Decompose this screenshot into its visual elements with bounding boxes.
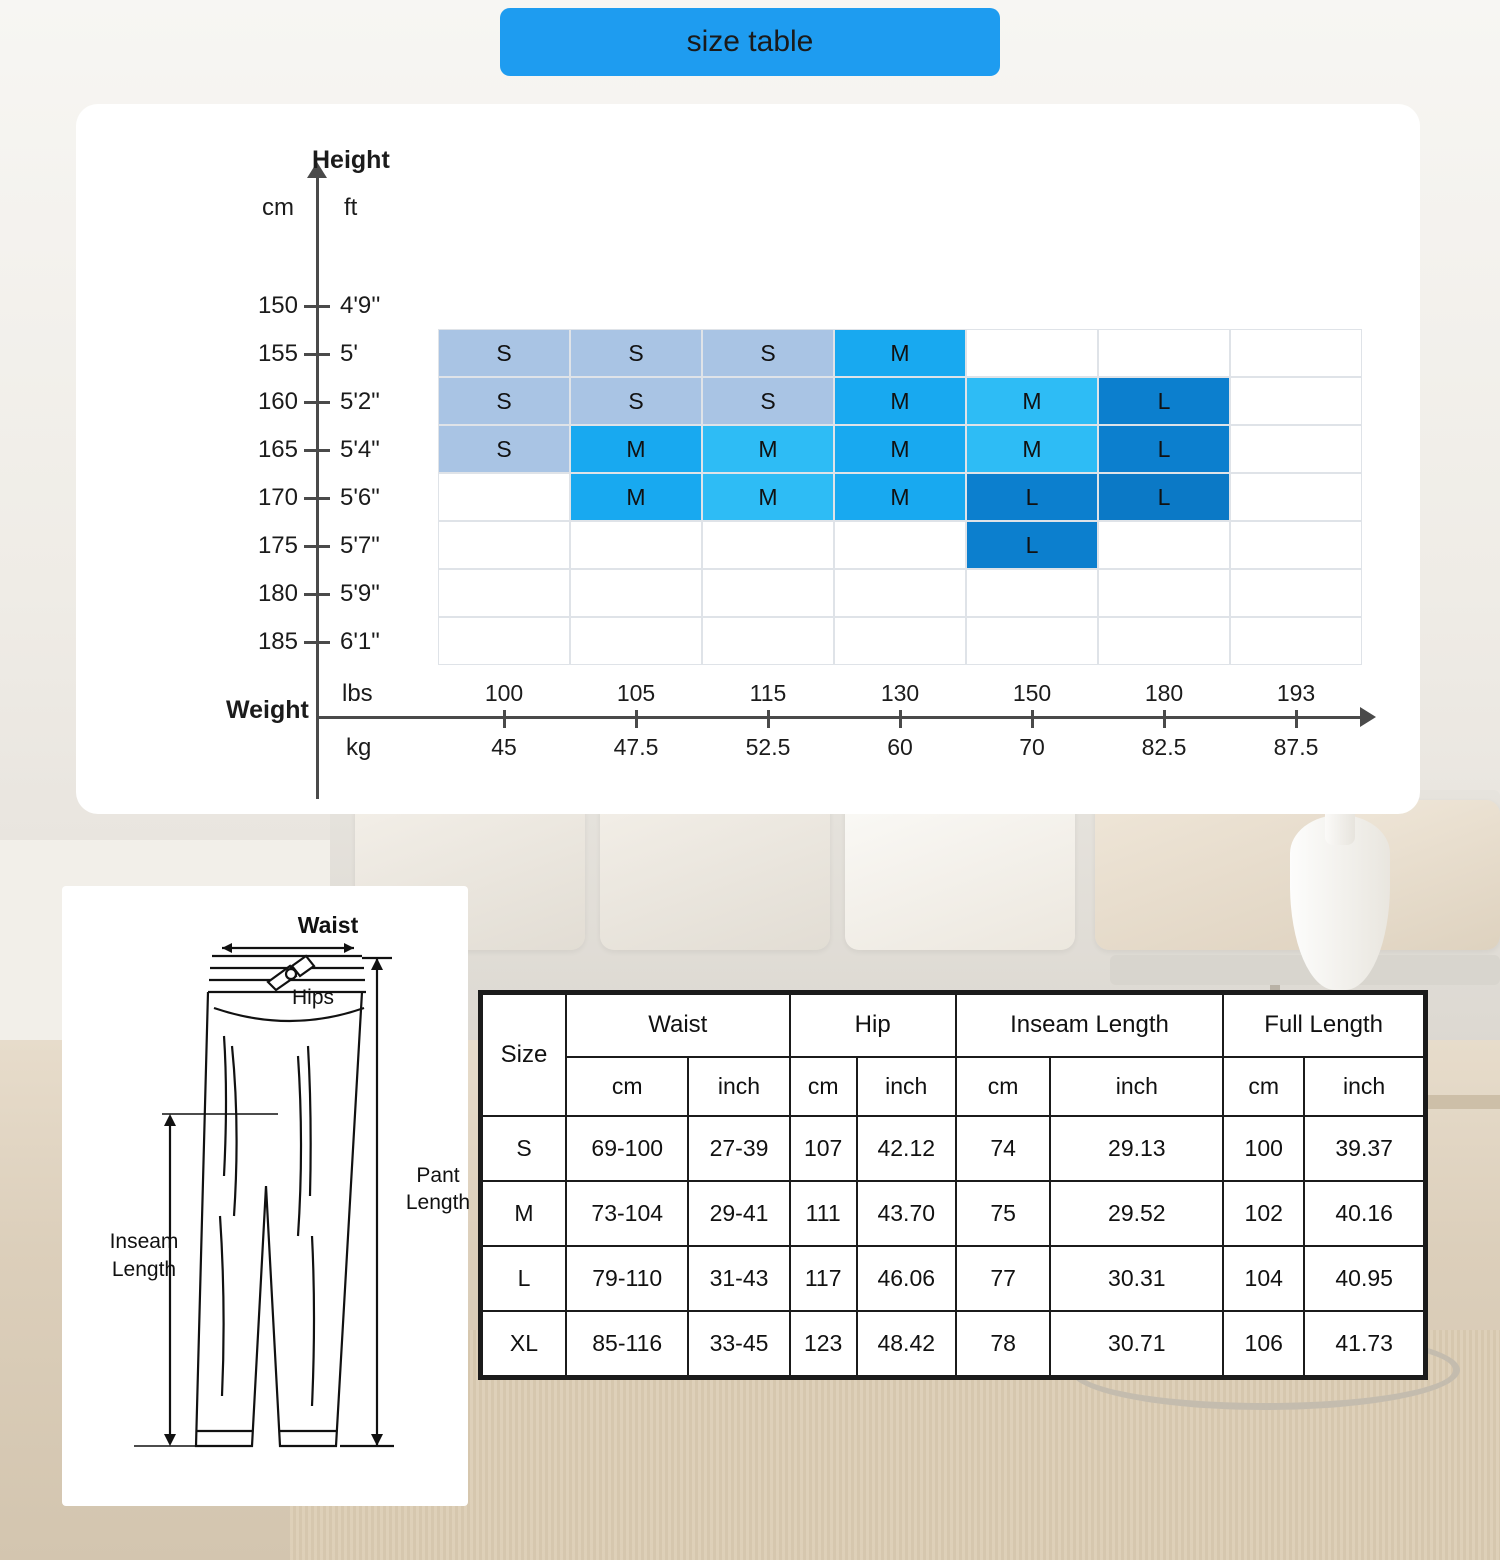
- cell-full-inch: 41.73: [1304, 1311, 1424, 1376]
- cell-waist-inch: 33-45: [688, 1311, 789, 1376]
- header-waist: Waist: [566, 994, 790, 1057]
- heatmap-cell[interactable]: [1230, 617, 1362, 665]
- cell-inseam-cm: 74: [956, 1116, 1051, 1181]
- heatmap-cell[interactable]: [1230, 569, 1362, 617]
- heatmap-cell[interactable]: [1230, 329, 1362, 377]
- header-full-length: Full Length: [1223, 994, 1424, 1057]
- heatmap-cell[interactable]: M: [834, 377, 966, 425]
- height-cm-label: 165: [257, 436, 298, 463]
- header-hip: Hip: [790, 994, 956, 1057]
- heatmap-cell[interactable]: [438, 521, 570, 569]
- height-cm-label: 175: [257, 532, 298, 559]
- cell-inseam-inch: 30.31: [1050, 1246, 1223, 1311]
- weight-tick: [1163, 710, 1166, 728]
- heatmap-cell[interactable]: [834, 617, 966, 665]
- cell-hip-inch: 48.42: [857, 1311, 956, 1376]
- weight-axis-line: [316, 716, 1362, 719]
- header-size: Size: [482, 994, 566, 1116]
- weight-tick: [1295, 710, 1298, 728]
- heatmap-cell[interactable]: [1230, 425, 1362, 473]
- unit-waist-inch: inch: [688, 1057, 789, 1116]
- heatmap-cell[interactable]: S: [570, 377, 702, 425]
- cell-hip-cm: 117: [790, 1246, 857, 1311]
- heatmap-cell[interactable]: [1230, 377, 1362, 425]
- weight-kg-label: 70: [1019, 734, 1045, 760]
- heatmap-cell[interactable]: M: [834, 425, 966, 473]
- cell-full-inch: 40.16: [1304, 1181, 1424, 1246]
- heatmap-cell[interactable]: [438, 473, 570, 521]
- unit-inseam-inch: inch: [1050, 1057, 1223, 1116]
- height-tick: [304, 449, 330, 452]
- inseam-length-label-line1: Inseam: [109, 1230, 179, 1253]
- weight-kg-label: 45: [491, 734, 517, 760]
- height-ft-label: 5'6": [340, 484, 380, 511]
- cell-waist-inch: 27-39: [688, 1116, 789, 1181]
- cushion: [600, 795, 830, 950]
- heatmap-cell[interactable]: [966, 569, 1098, 617]
- cell-inseam-cm: 77: [956, 1246, 1051, 1311]
- measurement-table-card: [478, 990, 1428, 1380]
- height-cm-label: 160: [257, 388, 298, 415]
- height-tick: [304, 497, 330, 500]
- heatmap-cell[interactable]: [966, 617, 1098, 665]
- cell-size: XL: [482, 1311, 566, 1376]
- heatmap-cell[interactable]: S: [438, 377, 570, 425]
- waist-label: Waist: [297, 912, 359, 938]
- height-axis-line: [316, 174, 319, 799]
- table-header-group-row: [482, 994, 1424, 1057]
- heatmap-cell[interactable]: [438, 569, 570, 617]
- cell-hip-inch: 42.12: [857, 1116, 956, 1181]
- heatmap-cell[interactable]: S: [702, 329, 834, 377]
- cell-inseam-cm: 78: [956, 1311, 1051, 1376]
- height-ft-label: 5'2": [340, 388, 380, 415]
- unit-full-cm: cm: [1223, 1057, 1304, 1116]
- cell-size: L: [482, 1246, 566, 1311]
- weight-lbs-label: 193: [1276, 680, 1316, 706]
- weight-lbs-label: 105: [616, 680, 656, 706]
- weight-kg-label: 87.5: [1273, 734, 1319, 760]
- heatmap-cell[interactable]: [1230, 473, 1362, 521]
- heatmap-cell[interactable]: [1098, 521, 1230, 569]
- heatmap-cell[interactable]: [834, 569, 966, 617]
- heatmap-cell[interactable]: L: [966, 473, 1098, 521]
- weight-lbs-label: 130: [880, 680, 920, 706]
- measurement-table: [481, 993, 1425, 1377]
- heatmap-cell[interactable]: M: [966, 377, 1098, 425]
- weight-tick: [899, 710, 902, 728]
- heatmap-cell[interactable]: [966, 329, 1098, 377]
- height-cm-label: 170: [257, 484, 298, 511]
- weight-lbs-label: 180: [1144, 680, 1184, 706]
- heatmap-cell[interactable]: [702, 521, 834, 569]
- height-tick: [304, 593, 330, 596]
- unit-hip-inch: inch: [857, 1057, 956, 1116]
- heatmap-cell[interactable]: L: [1098, 377, 1230, 425]
- height-tick: [304, 401, 330, 404]
- heatmap-cell[interactable]: [702, 617, 834, 665]
- heatmap-cell[interactable]: [834, 521, 966, 569]
- weight-lbs-label: 115: [749, 680, 787, 706]
- heatmap-cell[interactable]: [702, 569, 834, 617]
- cell-full-cm: 100: [1223, 1116, 1304, 1181]
- page-title: size table: [500, 8, 1000, 76]
- height-ft-label: 4'9'': [340, 292, 381, 319]
- pant-length-label-line1: Pant: [416, 1164, 460, 1187]
- weight-kg-label: 47.5: [613, 734, 659, 760]
- height-axis-title: Height: [312, 146, 390, 174]
- weight-axis-title: Weight: [226, 696, 309, 724]
- size-chart-card: [76, 104, 1420, 814]
- weight-tick: [1031, 710, 1034, 728]
- height-cm-label: 150: [257, 292, 298, 319]
- cell-hip-inch: 46.06: [857, 1246, 956, 1311]
- cell-full-cm: 104: [1223, 1246, 1304, 1311]
- heatmap-cell[interactable]: L: [1098, 473, 1230, 521]
- unit-hip-cm: cm: [790, 1057, 857, 1116]
- height-tick: [304, 545, 330, 548]
- weight-unit-lbs: lbs: [342, 680, 373, 707]
- table-row: [482, 1246, 1424, 1311]
- heatmap-cell[interactable]: [1230, 521, 1362, 569]
- heatmap-cell[interactable]: L: [1098, 425, 1230, 473]
- heatmap-cell[interactable]: M: [702, 425, 834, 473]
- cell-size: S: [482, 1116, 566, 1181]
- cell-waist-cm: 79-110: [566, 1246, 688, 1311]
- heatmap-cell[interactable]: S: [438, 425, 570, 473]
- weight-tick: [767, 710, 770, 728]
- heatmap-cell[interactable]: M: [702, 473, 834, 521]
- cell-inseam-inch: 29.52: [1050, 1181, 1223, 1246]
- heatmap-cell[interactable]: [570, 521, 702, 569]
- heatmap-cell[interactable]: [438, 617, 570, 665]
- heatmap-cell[interactable]: M: [834, 329, 966, 377]
- heatmap-cell[interactable]: S: [438, 329, 570, 377]
- weight-tick: [635, 710, 638, 728]
- unit-inseam-cm: cm: [956, 1057, 1051, 1116]
- cell-hip-cm: 111: [790, 1181, 857, 1246]
- height-cm-label: 180: [257, 580, 298, 607]
- weight-axis-arrow: [1360, 707, 1376, 727]
- heatmap-cell[interactable]: S: [702, 377, 834, 425]
- cell-hip-cm: 107: [790, 1116, 857, 1181]
- cell-hip-inch: 43.70: [857, 1181, 956, 1246]
- cell-full-inch: 40.95: [1304, 1246, 1424, 1311]
- size-heatmap-grid: [438, 329, 1362, 669]
- unit-waist-cm: cm: [566, 1057, 688, 1116]
- heatmap-cell[interactable]: [1098, 329, 1230, 377]
- inseam-length-label-line2: Length: [111, 1258, 177, 1281]
- weight-lbs-label: 100: [484, 680, 524, 706]
- heatmap-cell[interactable]: S: [570, 329, 702, 377]
- cell-waist-cm: 73-104: [566, 1181, 688, 1246]
- pant-measurement-diagram-card: [62, 886, 471, 1506]
- hips-label: Hips: [291, 986, 334, 1009]
- height-cm-label: 185: [257, 628, 298, 655]
- height-ft-label: 5': [340, 340, 358, 367]
- heatmap-cell[interactable]: M: [834, 473, 966, 521]
- cushion: [845, 790, 1075, 950]
- height-ft-label: 5'7": [340, 532, 380, 559]
- cell-waist-inch: 29-41: [688, 1181, 789, 1246]
- heatmap-cell[interactable]: M: [570, 425, 702, 473]
- height-tick: [304, 305, 330, 308]
- cell-full-cm: 102: [1223, 1181, 1304, 1246]
- weight-kg-label: 52.5: [745, 734, 791, 760]
- height-unit-ft: ft: [344, 194, 358, 221]
- heatmap-cell[interactable]: [1098, 617, 1230, 665]
- cell-hip-cm: 123: [790, 1311, 857, 1376]
- height-tick: [304, 641, 330, 644]
- heatmap-cell[interactable]: [570, 569, 702, 617]
- height-ft-label: 6'1": [340, 628, 380, 655]
- heatmap-cell[interactable]: [570, 617, 702, 665]
- weight-lbs-label: 150: [1012, 680, 1052, 706]
- table-row: [482, 1311, 1424, 1376]
- cell-inseam-cm: 75: [956, 1181, 1051, 1246]
- heatmap-cell[interactable]: [1098, 569, 1230, 617]
- weight-kg-label: 82.5: [1141, 734, 1187, 760]
- height-ft-label: 5'9": [340, 580, 380, 607]
- table-row: [482, 1116, 1424, 1181]
- cell-waist-cm: 69-100: [566, 1116, 688, 1181]
- weight-unit-kg: kg: [346, 734, 372, 761]
- pant-length-label-line2: Length: [405, 1191, 471, 1214]
- heatmap-cell[interactable]: M: [570, 473, 702, 521]
- cell-size: M: [482, 1181, 566, 1246]
- unit-full-inch: inch: [1304, 1057, 1424, 1116]
- height-unit-cm: cm: [262, 194, 294, 221]
- cell-inseam-inch: 29.13: [1050, 1116, 1223, 1181]
- cell-waist-cm: 85-116: [566, 1311, 688, 1376]
- height-cm-label: 155: [257, 340, 298, 367]
- cell-full-inch: 39.37: [1304, 1116, 1424, 1181]
- heatmap-cell[interactable]: L: [966, 521, 1098, 569]
- cell-full-cm: 106: [1223, 1311, 1304, 1376]
- header-inseam-length: Inseam Length: [956, 994, 1223, 1057]
- heatmap-cell[interactable]: M: [966, 425, 1098, 473]
- height-tick: [304, 353, 330, 356]
- weight-tick: [503, 710, 506, 728]
- weight-kg-label: 60: [887, 734, 913, 760]
- table-row: [482, 1181, 1424, 1246]
- cell-inseam-inch: 30.71: [1050, 1311, 1223, 1376]
- cell-waist-inch: 31-43: [688, 1246, 789, 1311]
- height-ft-label: 5'4": [340, 436, 380, 463]
- table-header-unit-row: [482, 1057, 1424, 1116]
